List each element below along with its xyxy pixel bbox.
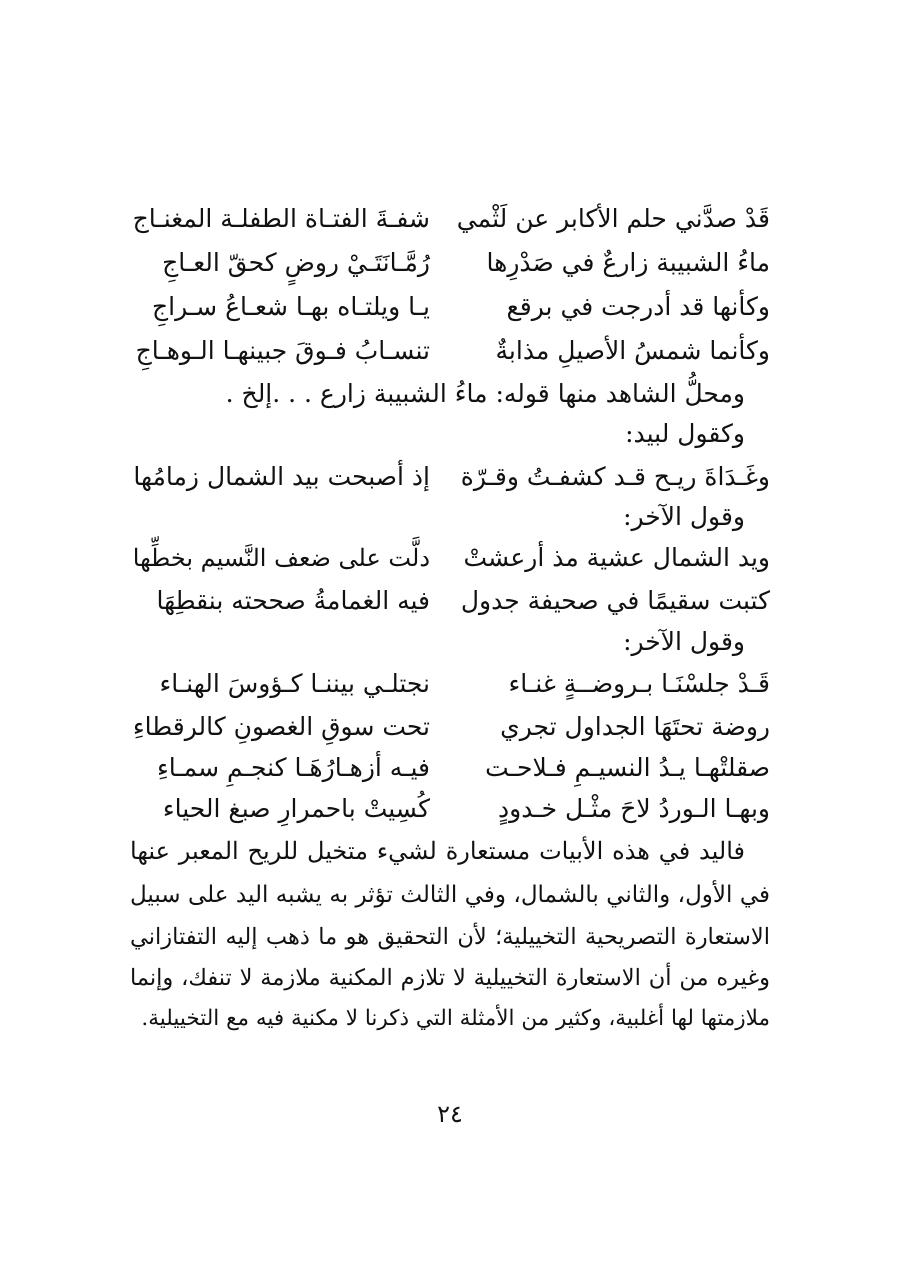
- verse-line: [130, 787, 770, 831]
- verse-second-hemistich: يـا ويلتـاه بهـا شعـاعُ سـراجِ: [151, 292, 430, 321]
- verse-first-hemistich: وغَـدَاةَ ريـح قـد كشفـتُ وقـرّة: [460, 462, 770, 491]
- quote-label: وقول الآخر:: [623, 627, 745, 656]
- verse-first-hemistich: قَـدْ جلسْنَـا بـروضــةٍ غنـاء: [508, 669, 770, 698]
- paragraph-line: فاليد في هذه الأبيات مستعارة لشيء متخيل للريح المعبر عنها: [130, 837, 745, 865]
- verse-line: [130, 285, 770, 329]
- verse-second-hemistich: إذ أصبحت بيد الشمال زمامُها: [133, 462, 430, 491]
- verse-first-hemistich: ماءُ الشبيبة زارعٌ في صَدْرِها: [486, 248, 770, 277]
- verse-second-hemistich: فيه الغمامةُ صححته بنقطِهَا: [156, 586, 430, 615]
- verse-line: [130, 197, 770, 241]
- verse-second-hemistich: كُسِيتْ باحمرارِ صبغ الحياء: [162, 794, 430, 823]
- verse-line: [130, 455, 770, 499]
- verse-line: [130, 705, 770, 749]
- verse-second-hemistich: نجتلـي بيننـا كـؤوسَ الهنـاء: [159, 669, 430, 698]
- verse-line: [130, 662, 770, 706]
- verse-line: [130, 329, 770, 373]
- quote-label: وقول الآخر:: [623, 502, 745, 531]
- page-number: ٢٤: [437, 1100, 463, 1128]
- verse-second-hemistich: شفـةَ الفتـاة الطفلـة المغنـاج: [132, 204, 430, 233]
- quote-label: وكقول لبيد:: [625, 419, 745, 448]
- verse-line: [130, 241, 770, 285]
- verse-second-hemistich: فيـه أزهـارُهَـا كنجـمِ سمـاءِ: [156, 753, 430, 782]
- verse-first-hemistich: وبهـا الـوردُ لاحَ مثْـل خـدودٍ: [498, 794, 770, 823]
- verse-line: [130, 746, 770, 790]
- verse-first-hemistich: قَدْ صدَّني حلم الأكابر عن لَثْمي: [456, 204, 770, 233]
- verse-line: [130, 579, 770, 623]
- paragraph-line: الاستعارة التصريحية التخييلية؛ لأن التحقيق هو ما ذهب إليه التفتازاني: [130, 924, 770, 950]
- paragraph-line: ملازمتها لها أغلبية، وكثير من الأمثلة التي ذكرنا لا مكنية فيه مع التخييلية.: [141, 1006, 770, 1031]
- verse-first-hemistich: روضة تحتَهَا الجداول تجري: [500, 712, 770, 741]
- paragraph-line: وغيره من أن الاستعارة التخييلية لا تلازم المكنية ملازمة لا تنفك، وإنما: [130, 965, 770, 991]
- verse-second-hemistich: رُمَّـانَتَـيْ روضٍ كحقّ العـاجِ: [162, 248, 430, 277]
- verse-second-hemistich: دلَّت على ضعف النَّسيم بخطِّها: [132, 544, 430, 572]
- verse-first-hemistich: وكأنما شمسُ الأصيلِ مذابةٌ: [495, 336, 770, 365]
- verse-first-hemistich: ويد الشمال عشية مذ أرعشتْ: [463, 543, 770, 572]
- verse-first-hemistich: صقلتْهـا يـدُ النسيـمِ فـلاحـت: [485, 753, 770, 782]
- paragraph-line: في الأول، والثاني بالشمال، وفي الثالث تؤثر به يشبه اليد على سبيل: [130, 882, 770, 908]
- verse-first-hemistich: وكأنها قد أدرجت في برقع: [506, 292, 770, 321]
- commentary-line: ومحلُّ الشاهد منها قوله: ماءُ الشبيبة زارع . . .إلخ .: [225, 379, 745, 408]
- verse-second-hemistich: تحت سوقِ الغصونِ كالرقطاءِ: [132, 712, 430, 741]
- verse-second-hemistich: تنسـابُ فـوقَ جبينهـا الـوهـاجِ: [135, 336, 430, 365]
- verse-first-hemistich: كتبت سقيمًا في صحيفة جدول: [460, 586, 770, 615]
- verse-line: [130, 536, 770, 580]
